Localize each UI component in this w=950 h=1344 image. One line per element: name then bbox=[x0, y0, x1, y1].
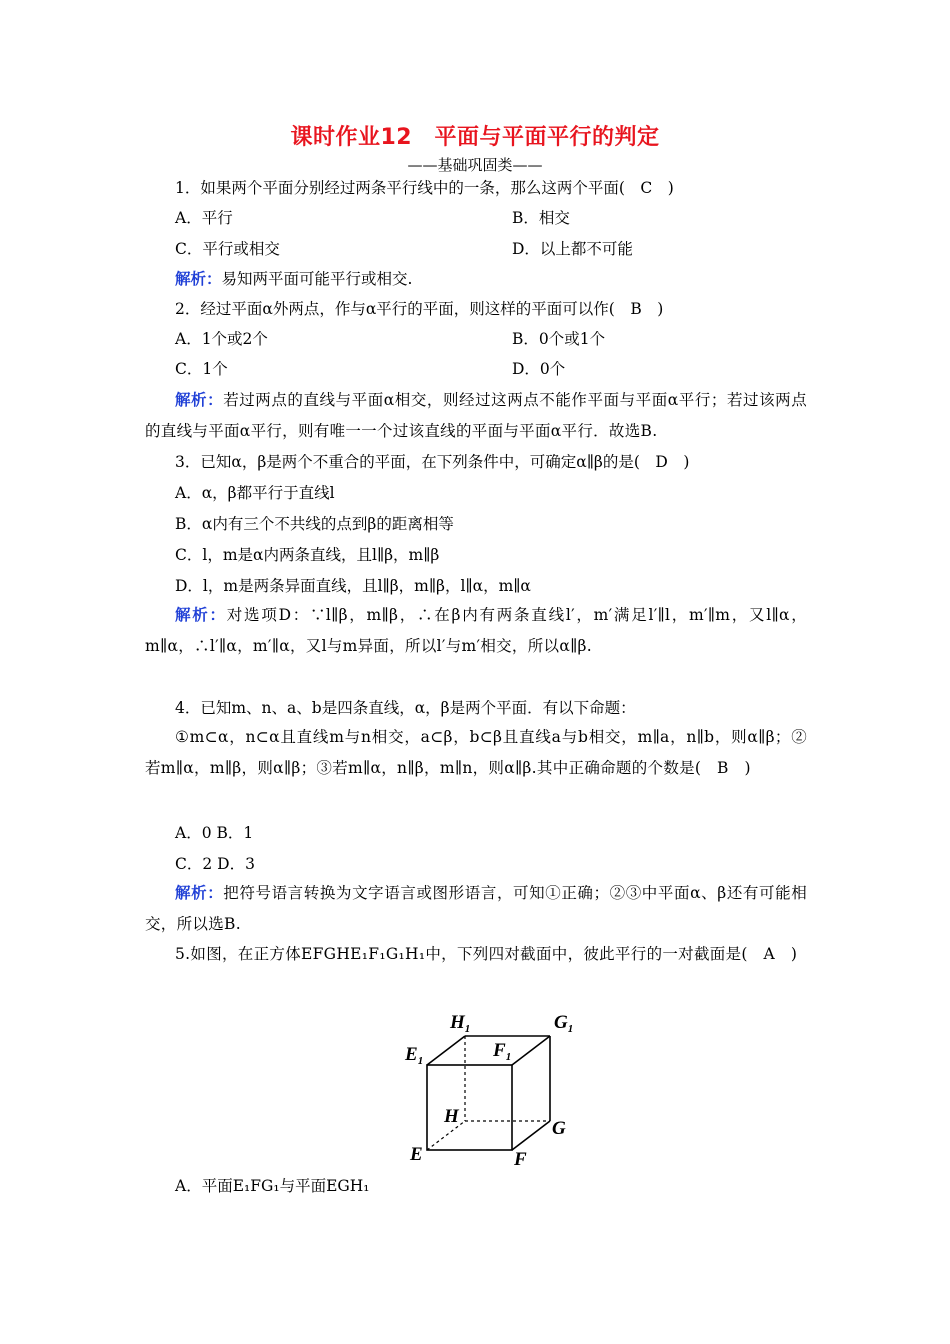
q3-stem: 3．已知α，β是两个不重合的平面，在下列条件中，可确定α∥β的是( D ) bbox=[175, 453, 690, 471]
vertex-label-f: F bbox=[514, 1149, 527, 1170]
cube-edge-e1h1 bbox=[427, 1036, 465, 1065]
q3-option-a: A．α，β都平行于直线l bbox=[175, 484, 335, 502]
explanation-label: 解析： bbox=[175, 269, 222, 288]
cube-front-face bbox=[427, 1065, 512, 1150]
vertex-label-h: H bbox=[444, 1106, 459, 1127]
vertex-label-g: G bbox=[552, 1118, 566, 1139]
vertex-label-e1: $E_1$ bbox=[405, 1044, 424, 1067]
q2-option-b: B．0个或1个 bbox=[512, 330, 606, 348]
q3-option-d: D．l，m是两条异面直线，且l∥β，m∥β，l∥α，m∥α bbox=[175, 577, 531, 595]
q2-option-a: A．1个或2个 bbox=[175, 330, 268, 348]
cube-edge-f1g1 bbox=[512, 1036, 550, 1065]
q4-options-cd: C．2 D．3 bbox=[175, 855, 255, 873]
q1-option-a: A．平行 bbox=[175, 209, 233, 227]
cube-edge-fg bbox=[512, 1121, 550, 1150]
q4-options-ab: A．0 B．1 bbox=[175, 824, 254, 842]
vertex-label-f1: $F_1$ bbox=[493, 1040, 512, 1063]
section-subtitle: ——基础巩固类—— bbox=[407, 156, 543, 174]
q3-explanation bbox=[145, 599, 807, 662]
q2-option-c: C．1个 bbox=[175, 360, 228, 378]
q2-stem: 2．经过平面α外两点，作与α平行的平面，则这样的平面可以作( B ) bbox=[175, 300, 664, 318]
explanation-text: 对选项D：∵l∥β，m∥β，∴在β内有两条直线l′，m′满足l′∥l，m′∥m，又l∥α，m∥α，∴l′∥α，m′∥α，又l与m异面，所以l′与m′相交，所以α∥β. bbox=[145, 606, 807, 655]
explanation-label: 解析： bbox=[175, 605, 227, 624]
q3-option-b: B．α内有三个不共线的点到β的距离相等 bbox=[175, 515, 454, 533]
cube-figure bbox=[400, 1008, 590, 1173]
vertex-label-e: E bbox=[410, 1144, 423, 1165]
q5-stem: 5.如图，在正方体EFGHE₁F₁G₁H₁中，下列四对截面中，彼此平行的一对截面是( A ) bbox=[175, 945, 798, 963]
explanation-text: 易知两平面可能平行或相交. bbox=[221, 270, 413, 288]
q1-option-d: D．以上都不可能 bbox=[512, 240, 633, 258]
q1-explanation bbox=[175, 269, 412, 289]
q1-option-b: B．相交 bbox=[512, 209, 570, 227]
explanation-label: 解析： bbox=[175, 883, 224, 902]
q3-option-c: C．l，m是α内两条直线，且l∥β，m∥β bbox=[175, 546, 440, 564]
vertex-label-h1: $H_1$ bbox=[450, 1012, 471, 1035]
q2-option-d: D．0个 bbox=[512, 360, 566, 378]
q1-stem: 1．如果两个平面分别经过两条平行线中的一条，那么这两个平面( C ) bbox=[175, 179, 674, 197]
explanation-text: 若过两点的直线与平面α相交，则经过这两点不能作平面与平面α平行；若过该两点的直线与平面α平行，则有唯一一个过该直线的平面与平面α平行．故选B. bbox=[145, 391, 807, 440]
q4-body: ①m⊂α，n⊂α且直线m与n相交，a⊂β，b⊂β且直线a与b相交，m∥a，n∥b，则α∥β；②若m∥α，m∥β，则α∥β；③若m∥α，n∥β，m∥n，则α∥β.其中正确命题的个数是( B ) bbox=[145, 728, 807, 777]
q1-option-c: C．平行或相交 bbox=[175, 240, 280, 258]
q4-explanation bbox=[145, 877, 807, 940]
vertex-label-g1: $G_1$ bbox=[554, 1012, 574, 1035]
q5-option-a: A．平面E₁FG₁与平面EGH₁ bbox=[175, 1177, 370, 1195]
explanation-text: 把符号语言转换为文字语言或图形语言，可知①正确；②③中平面α、β还有可能相交，所以选B. bbox=[145, 884, 808, 933]
explanation-label: 解析： bbox=[175, 390, 224, 409]
page-title: 课时作业12 平面与平面平行的判定 bbox=[290, 125, 660, 150]
q2-explanation bbox=[145, 384, 807, 447]
q4-stem: 4．已知m、n、a、b是四条直线，α，β是两个平面．有以下命题： bbox=[175, 699, 636, 717]
